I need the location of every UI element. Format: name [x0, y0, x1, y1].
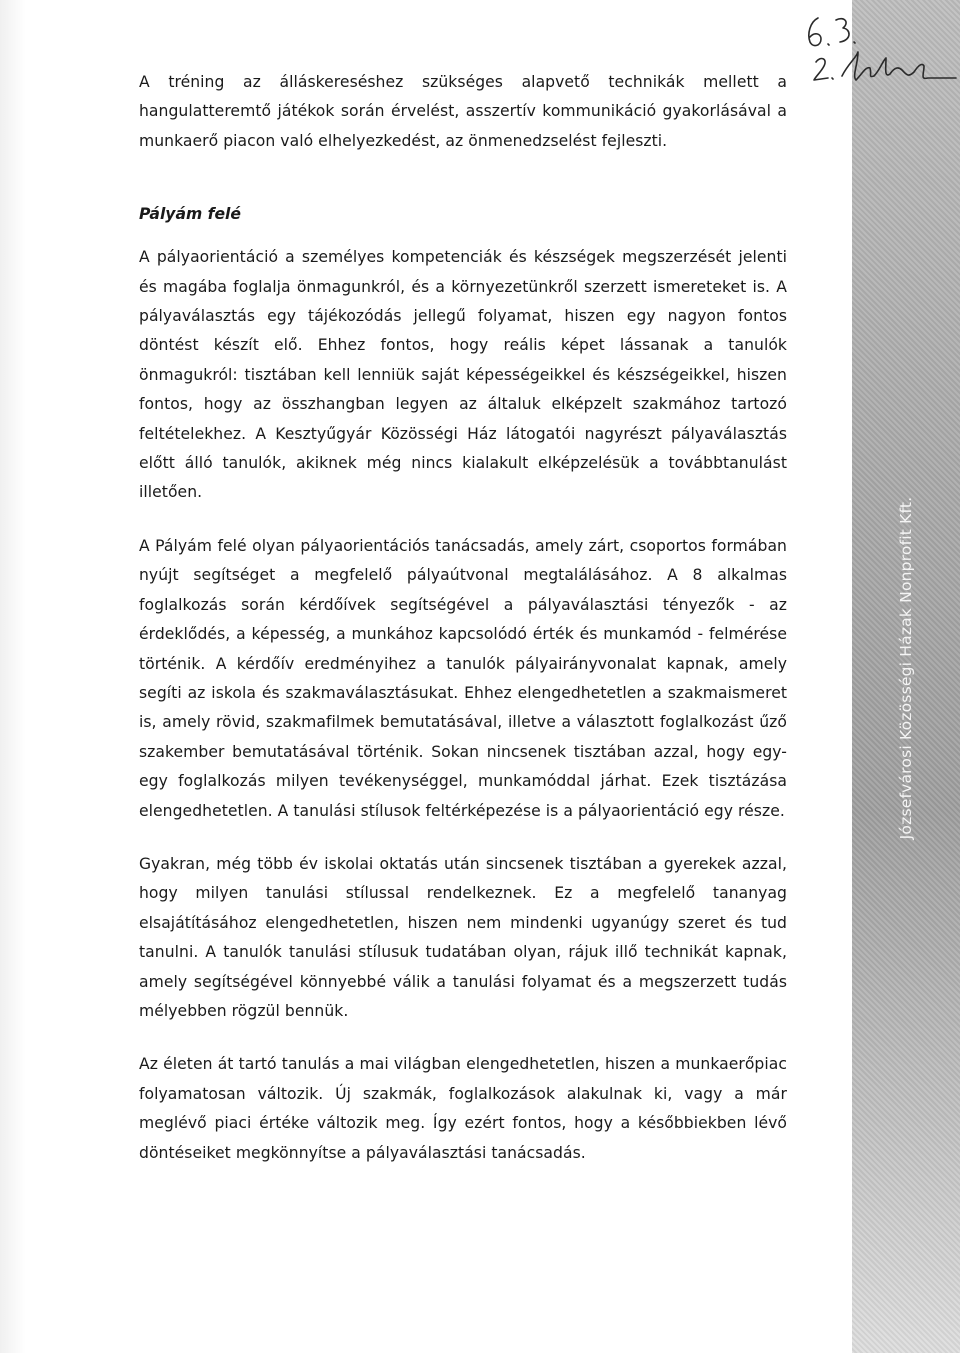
paragraph-pályám-felé: A Pályám felé olyan pályaorientációs tanácsadás, amely zárt, csoportos formában nyújt segítséget a megfelelő pályaútvonal megtalálásához. A 8 alkalmas foglalkozás során kérdőívek segítségével a pályaválasztási tényezők - az érdeklődés, a képesség, a munkához kapcsolódó érték és munkamód - felmérése történik. A kérdőív eredményihez a tanulók pályairányvonalat kapnak, amely segíti az iskola és szakmaválasztásukat. Ehhez elengedhetetlen a szakmaismeret is, amely rövid, szakmafilmek bemutatásával, illetve a választott foglalkozást űző szakember bemutatásával történik. Sokan nincsenek tisztában azzal, hogy egy-egy foglalkozás milyen tevékenységgel, munkamóddal járhat. Ezek tisztázása elengedhetetlen. A tanulási stílusok feltérképezése is a pályaorientáció egy része.: [139, 536, 787, 820]
paragraph-élethosszig-tanulás: Az életen át tartó tanulás a mai világban elengedhetetlen, hiszen a munkaerőpiac folyamatosan változik. Új szakmák, foglalkozások alakulnak ki, vagy a már meglévő piaci értéke változik meg. Így ezért fontos, hogy a későbbiekben lévő döntéseiket megkönnyítse a pályaválasztási tanácsadás.: [139, 1055, 787, 1162]
paragraph-pályaorientáció: A pályaorientáció a személyes kompetenciák és készségek megszerzését jelenti és magába foglalja önmagunkról, és a környezetünkről szerzett ismereteket is. A pályaválasztás egy tájékozódás jellegű folyamat, hiszen egy nagyon fontos döntést készít elő. Ehhez fontos, hogy reális képet lássanak a tanulók önmagukról: tisztában kell lenniük saját képességeikkel és készségeikkel, hiszen fontos, hogy az összhangban legyen az általuk elképzelt szakmához tartozó feltételekhez. A Kesztyűgyár Közösségi Ház látogatói nagyrészt pályaválasztás előtt álló tanulók, akiknek még nincs kialakult elképzelésük a továbbtanulást illetően.: [139, 248, 787, 502]
document-body: [139, 68, 787, 1168]
paragraph-tanulási-stílus: Gyakran, még több év iskolai oktatás után sincsenek tisztában a gyerekek azzal, hogy milyen tanulási stílussal rendelkeznek. Ez a megfelelő tananyag elsajátításához elengedhetetlen, hiszen nem mindenki ugyanúgy szeret és tud tanulni. A tanulók tanulási stílusuk tudatában olyan, rájuk illő technikát kapnak, amely segítségével könnyebbé válik a tanulási folyamat és a megszerzett tudás mélyebben rögzül bennük.: [139, 854, 787, 1020]
section-heading: Pályám felé: [139, 205, 241, 224]
handwritten-signature-icon: [790, 4, 960, 114]
organization-name: Józsefvárosi Közösségi Házak Nonprofit Kft.: [897, 496, 915, 840]
organization-sidebar: [852, 0, 960, 1353]
scan-shadow-edge: [0, 0, 26, 1353]
intro-paragraph: A tréning az álláskereséshez szükséges alapvető technikák mellett a hangulatteremtő játékok során érvelést, asszertív kommunikáció gyakorlásával a munkaerő piacon való elhelyezkedést, az önmenedzselést fejleszti.: [139, 73, 787, 150]
